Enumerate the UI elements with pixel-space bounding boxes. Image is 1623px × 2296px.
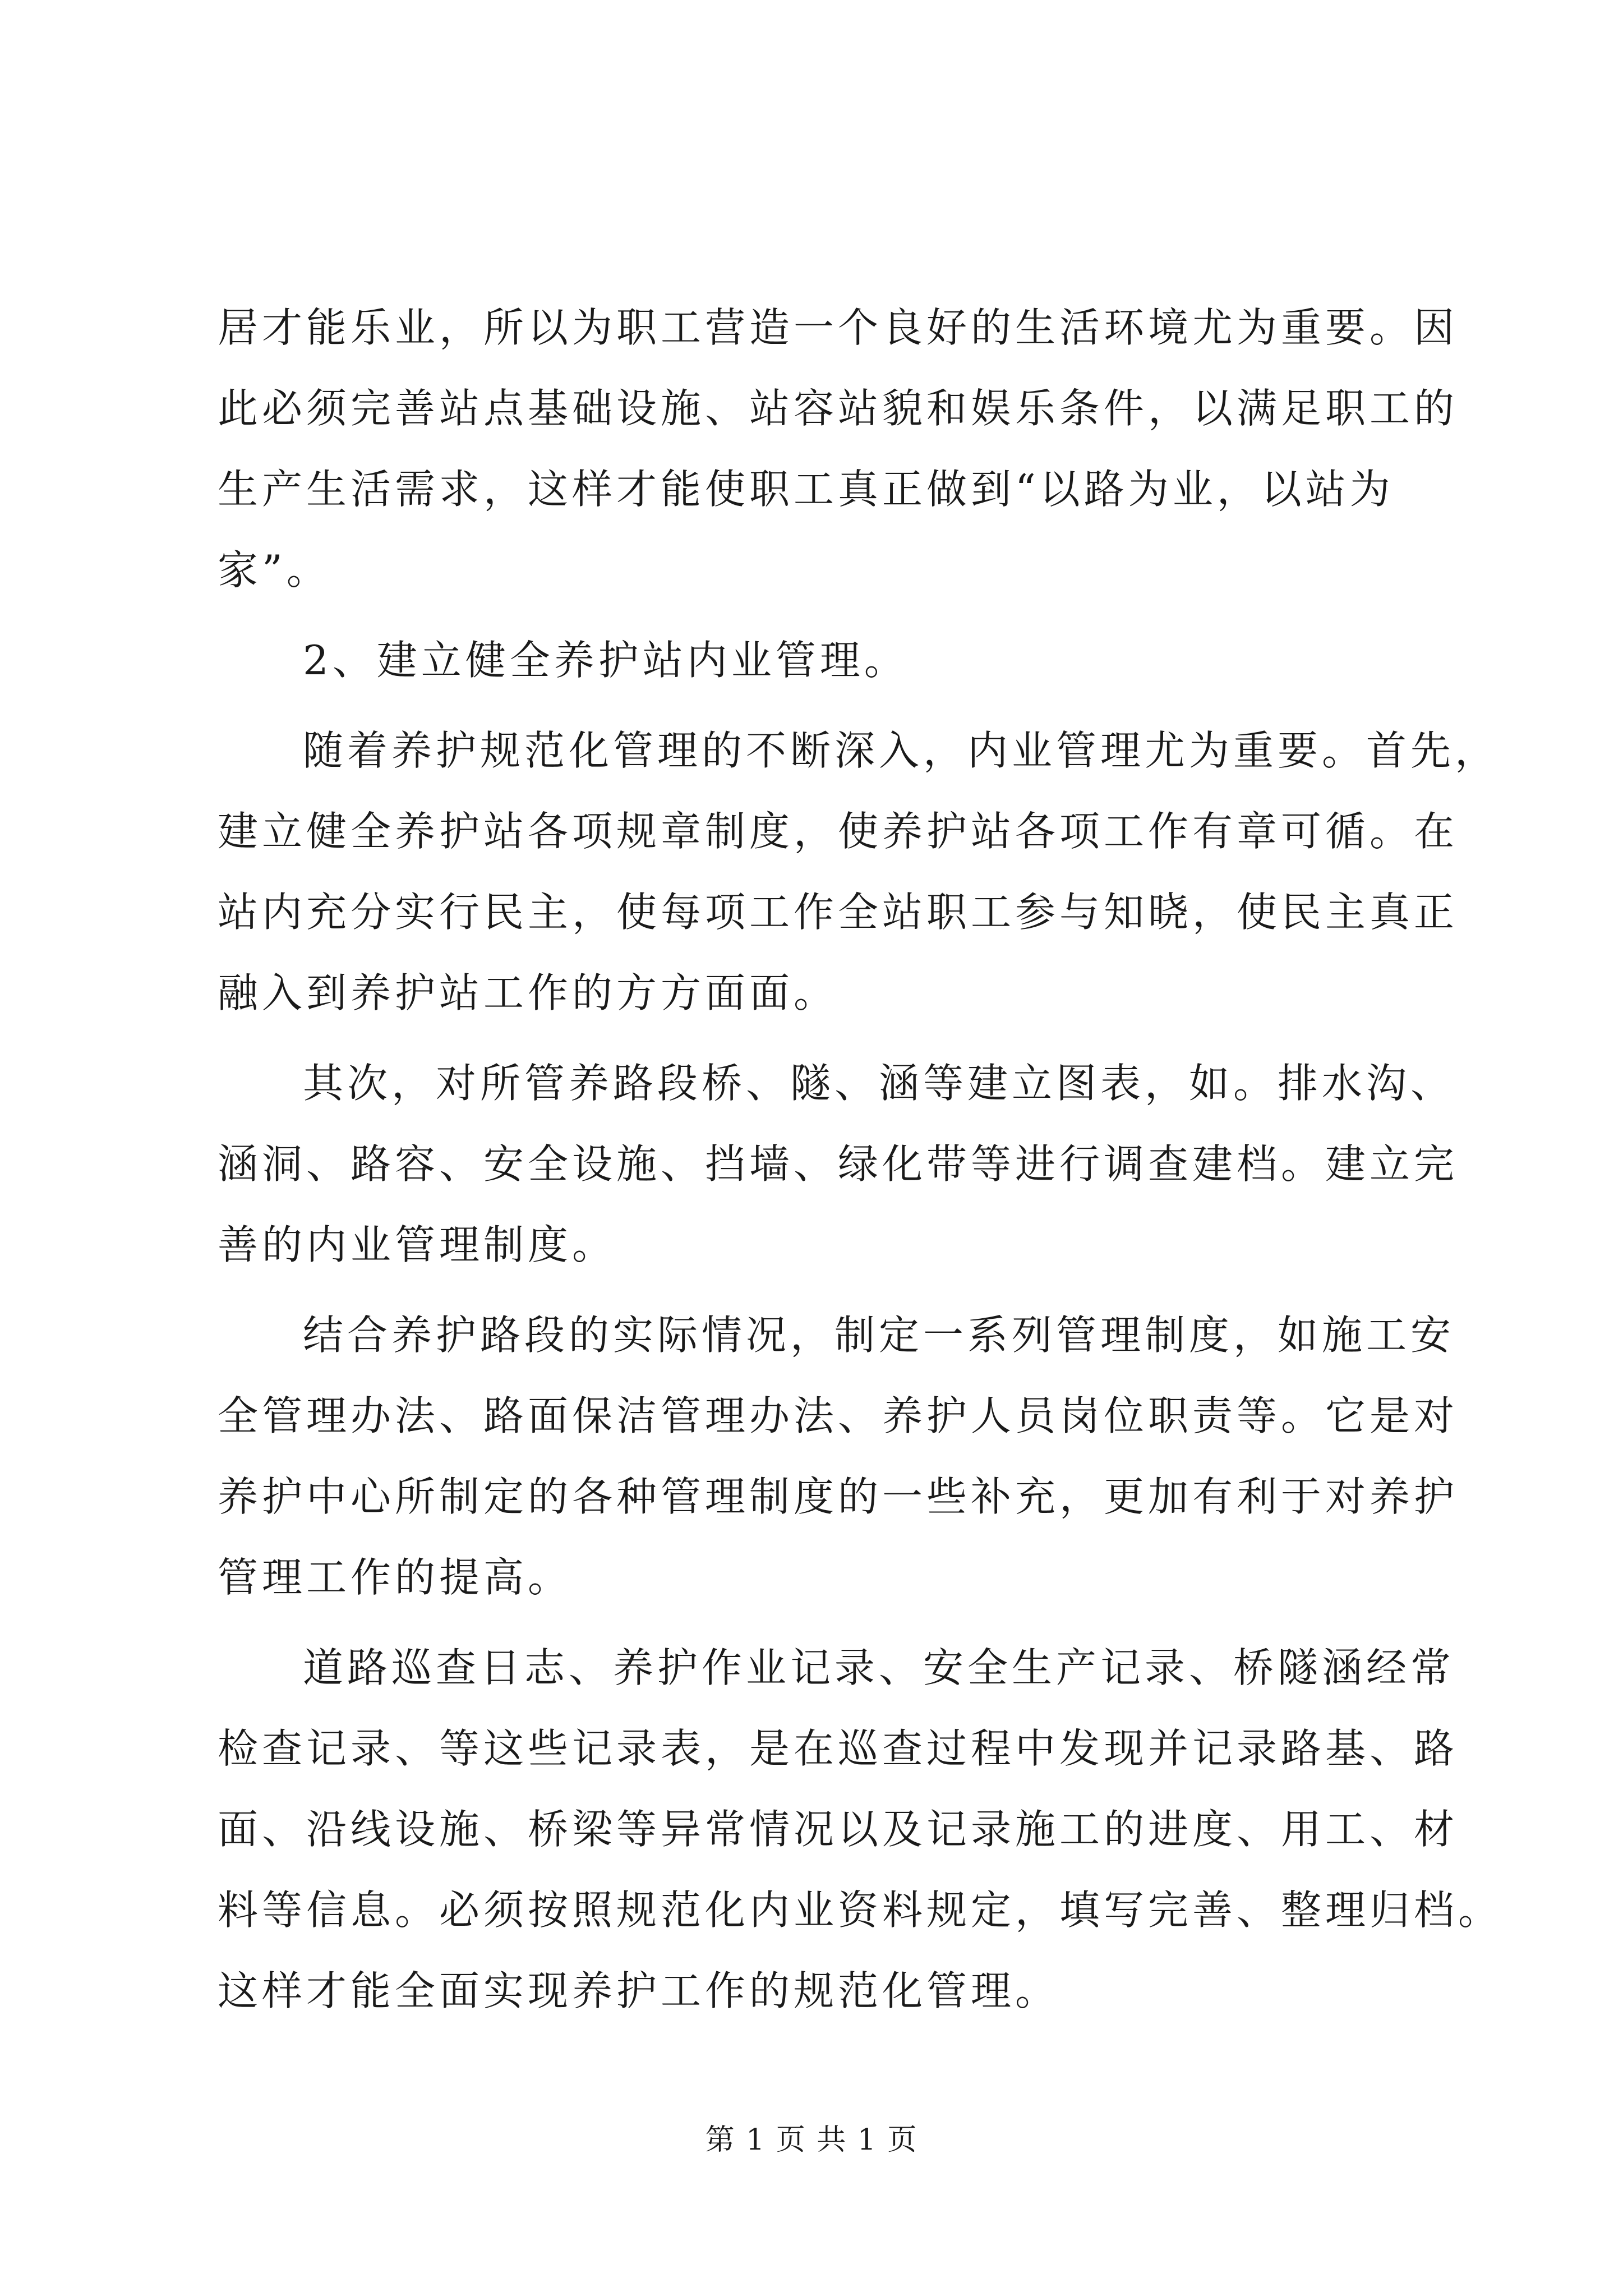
text-line: 随着养护规范化管理的不断深入，内业管理尤为重要。首先， bbox=[303, 727, 1500, 774]
document-body bbox=[218, 287, 1503, 2041]
text-line: 面、沿线设施、桥梁等异常情况以及记录施工的进度、用工、材 bbox=[218, 1806, 1459, 1853]
text-line: 家”。 bbox=[218, 546, 331, 593]
text-line: 生产生活需求，这样才能使职工真正做到“以路为业，以站为 bbox=[218, 466, 1394, 513]
paragraph bbox=[218, 1627, 1503, 2031]
text-line: 道路巡查日志、养护作业记录、安全生产记录、桥隧涵经常 bbox=[303, 1644, 1455, 1691]
text-line: 这样才能全面实现养护工作的规范化管理。 bbox=[218, 1967, 1060, 2014]
text-line: 料等信息。必须按照规范化内业资料规定，填写完善、整理归档。 bbox=[218, 1887, 1503, 1934]
text-line: 结合养护路段的实际情况，制定一系列管理制度，如施工安 bbox=[303, 1312, 1455, 1359]
paragraph bbox=[218, 1043, 1459, 1285]
paragraph bbox=[218, 1295, 1459, 1618]
page-number-label: 第 1 页 共 1 页 bbox=[705, 2123, 918, 2157]
text-line: 全管理办法、路面保洁管理办法、养护人员岗位职责等。它是对 bbox=[218, 1392, 1459, 1439]
text-line: 融入到养护站工作的方方面面。 bbox=[218, 969, 838, 1016]
text-line: 居才能乐业，所以为职工营造一个良好的生活环境尤为重要。因 bbox=[218, 304, 1459, 351]
text-line: 善的内业管理制度。 bbox=[218, 1221, 617, 1268]
text-line: 此必须完善站点基础设施、站容站貌和娱乐条件，以满足职工的 bbox=[218, 385, 1459, 432]
text-line: 涵洞、路容、安全设施、挡墙、绿化带等进行调查建档。建立完 bbox=[218, 1140, 1459, 1188]
text-line: 站内充分实行民主，使每项工作全站职工参与知晓，使民主真正 bbox=[218, 889, 1459, 936]
text-line: 2、建立健全养护站内业管理。 bbox=[303, 637, 909, 684]
paragraph bbox=[218, 710, 1500, 1033]
text-line: 建立健全养护站各项规章制度，使养护站各项工作有章可循。在 bbox=[218, 808, 1459, 855]
section-heading bbox=[218, 620, 1429, 701]
paragraph bbox=[218, 287, 1459, 610]
text-line: 其次，对所管养路段桥、隧、涵等建立图表，如。排水沟、 bbox=[303, 1060, 1455, 1107]
page-footer bbox=[0, 2120, 1623, 2160]
text-line: 管理工作的提高。 bbox=[218, 1554, 573, 1601]
text-line: 养护中心所制定的各种管理制度的一些补充，更加有利于对养护 bbox=[218, 1473, 1459, 1520]
text-line: 检查记录、等这些记录表，是在巡查过程中发现并记录路基、路 bbox=[218, 1725, 1459, 1772]
